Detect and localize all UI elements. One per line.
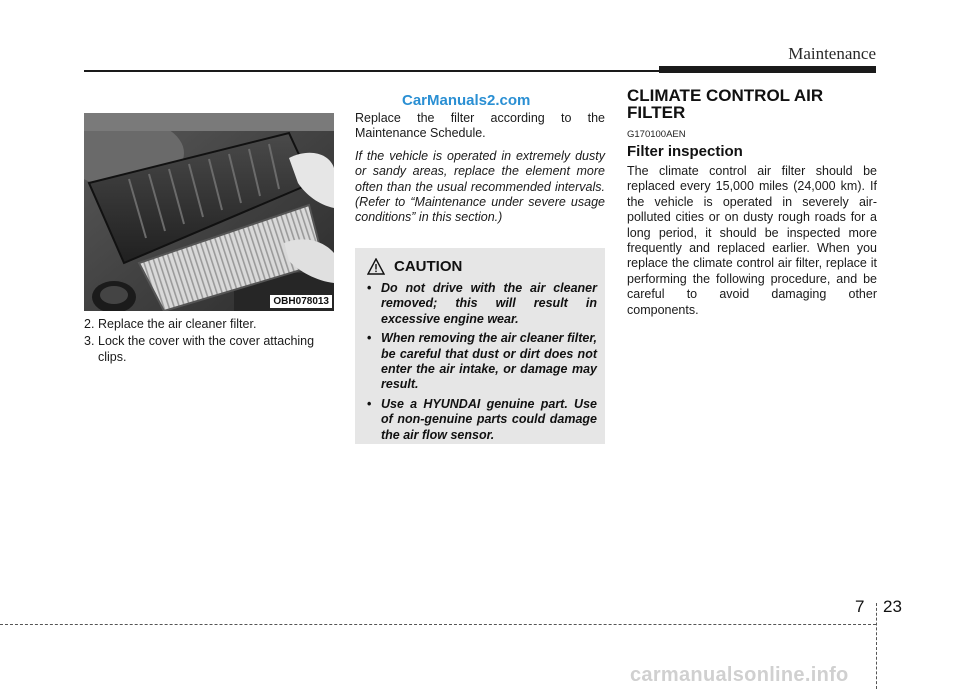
caution-item-text: Use a HYUNDAI genuine part. Use of non-genuine parts could damage the air flow sensor. <box>381 396 597 442</box>
running-header-title: Maintenance <box>788 44 876 63</box>
schedule-paragraph: Replace the filter according to the Maintenance Schedule. <box>355 111 605 141</box>
site-watermark: carmanualsonline.info <box>630 664 849 686</box>
chapter-number: 7 <box>855 597 865 616</box>
severe-usage-note: If the vehicle is operated in extremely dusty or sandy areas, replace the element more often than the usual recommended intervals. (Refer to “Maintenance under severe usage conditions” in this section.) <box>355 148 605 225</box>
caution-item-text: Do not drive with the air cleaner removed; this will result in excessive engine wear. <box>381 281 597 326</box>
page-number: 23 <box>883 597 902 616</box>
step-item <box>84 334 336 365</box>
filter-inspection-text: The climate control air filter should be replaced every 15,000 miles (24,000 km). If the vehicle is operated in severely air-polluted cities or on dusty rough roads for a long period, it should be inspected more frequently and replaced earlier. When you replace the climate control air filter, replace it performing the following procedure, and be careful to avoid damaging other components. <box>627 164 877 317</box>
air-cleaner-illustration <box>84 113 334 311</box>
header-rule-accent <box>659 66 876 73</box>
watermark-link[interactable]: CarManuals2.com <box>402 92 531 109</box>
step-text: Lock the cover with the cover attaching clips. <box>98 334 315 364</box>
caution-header <box>367 258 597 275</box>
step-text: Replace the air cleaner filter. <box>98 317 257 331</box>
air-cleaner-photo <box>84 113 334 311</box>
step-item <box>84 317 336 332</box>
caution-box <box>355 248 605 444</box>
caution-item-text: When removing the air cleaner filter, be careful that dust or dirt does not enter the air intake, or damage may result. <box>381 331 597 392</box>
section-heading: CLIMATE CONTROL AIR FILTER <box>627 86 824 122</box>
figure-code: OBH078013 <box>270 295 332 308</box>
subsection-heading: Filter inspection <box>627 143 743 160</box>
section-code: G170100AEN <box>627 129 686 140</box>
warning-triangle-icon <box>367 258 385 275</box>
procedure-steps <box>84 317 336 367</box>
caution-item: • Use a HYUNDAI genuine part. Use of non-genuine parts could damage the air flow sensor. <box>367 396 597 442</box>
step-number: 3. <box>84 334 95 349</box>
caution-list <box>367 281 597 443</box>
replacement-text <box>355 111 605 233</box>
footer-divider <box>876 603 877 689</box>
caution-item: • When removing the air cleaner filter, be careful that dust or dirt does not enter the air intake, or damage may result. <box>367 331 597 392</box>
caution-item: • Do not drive with the air cleaner removed; this will result in excessive engine wear. <box>367 281 597 326</box>
step-number: 2. <box>84 317 95 331</box>
footer-rule <box>0 624 876 625</box>
header-rule <box>84 70 659 72</box>
caution-title: CAUTION <box>394 258 463 275</box>
